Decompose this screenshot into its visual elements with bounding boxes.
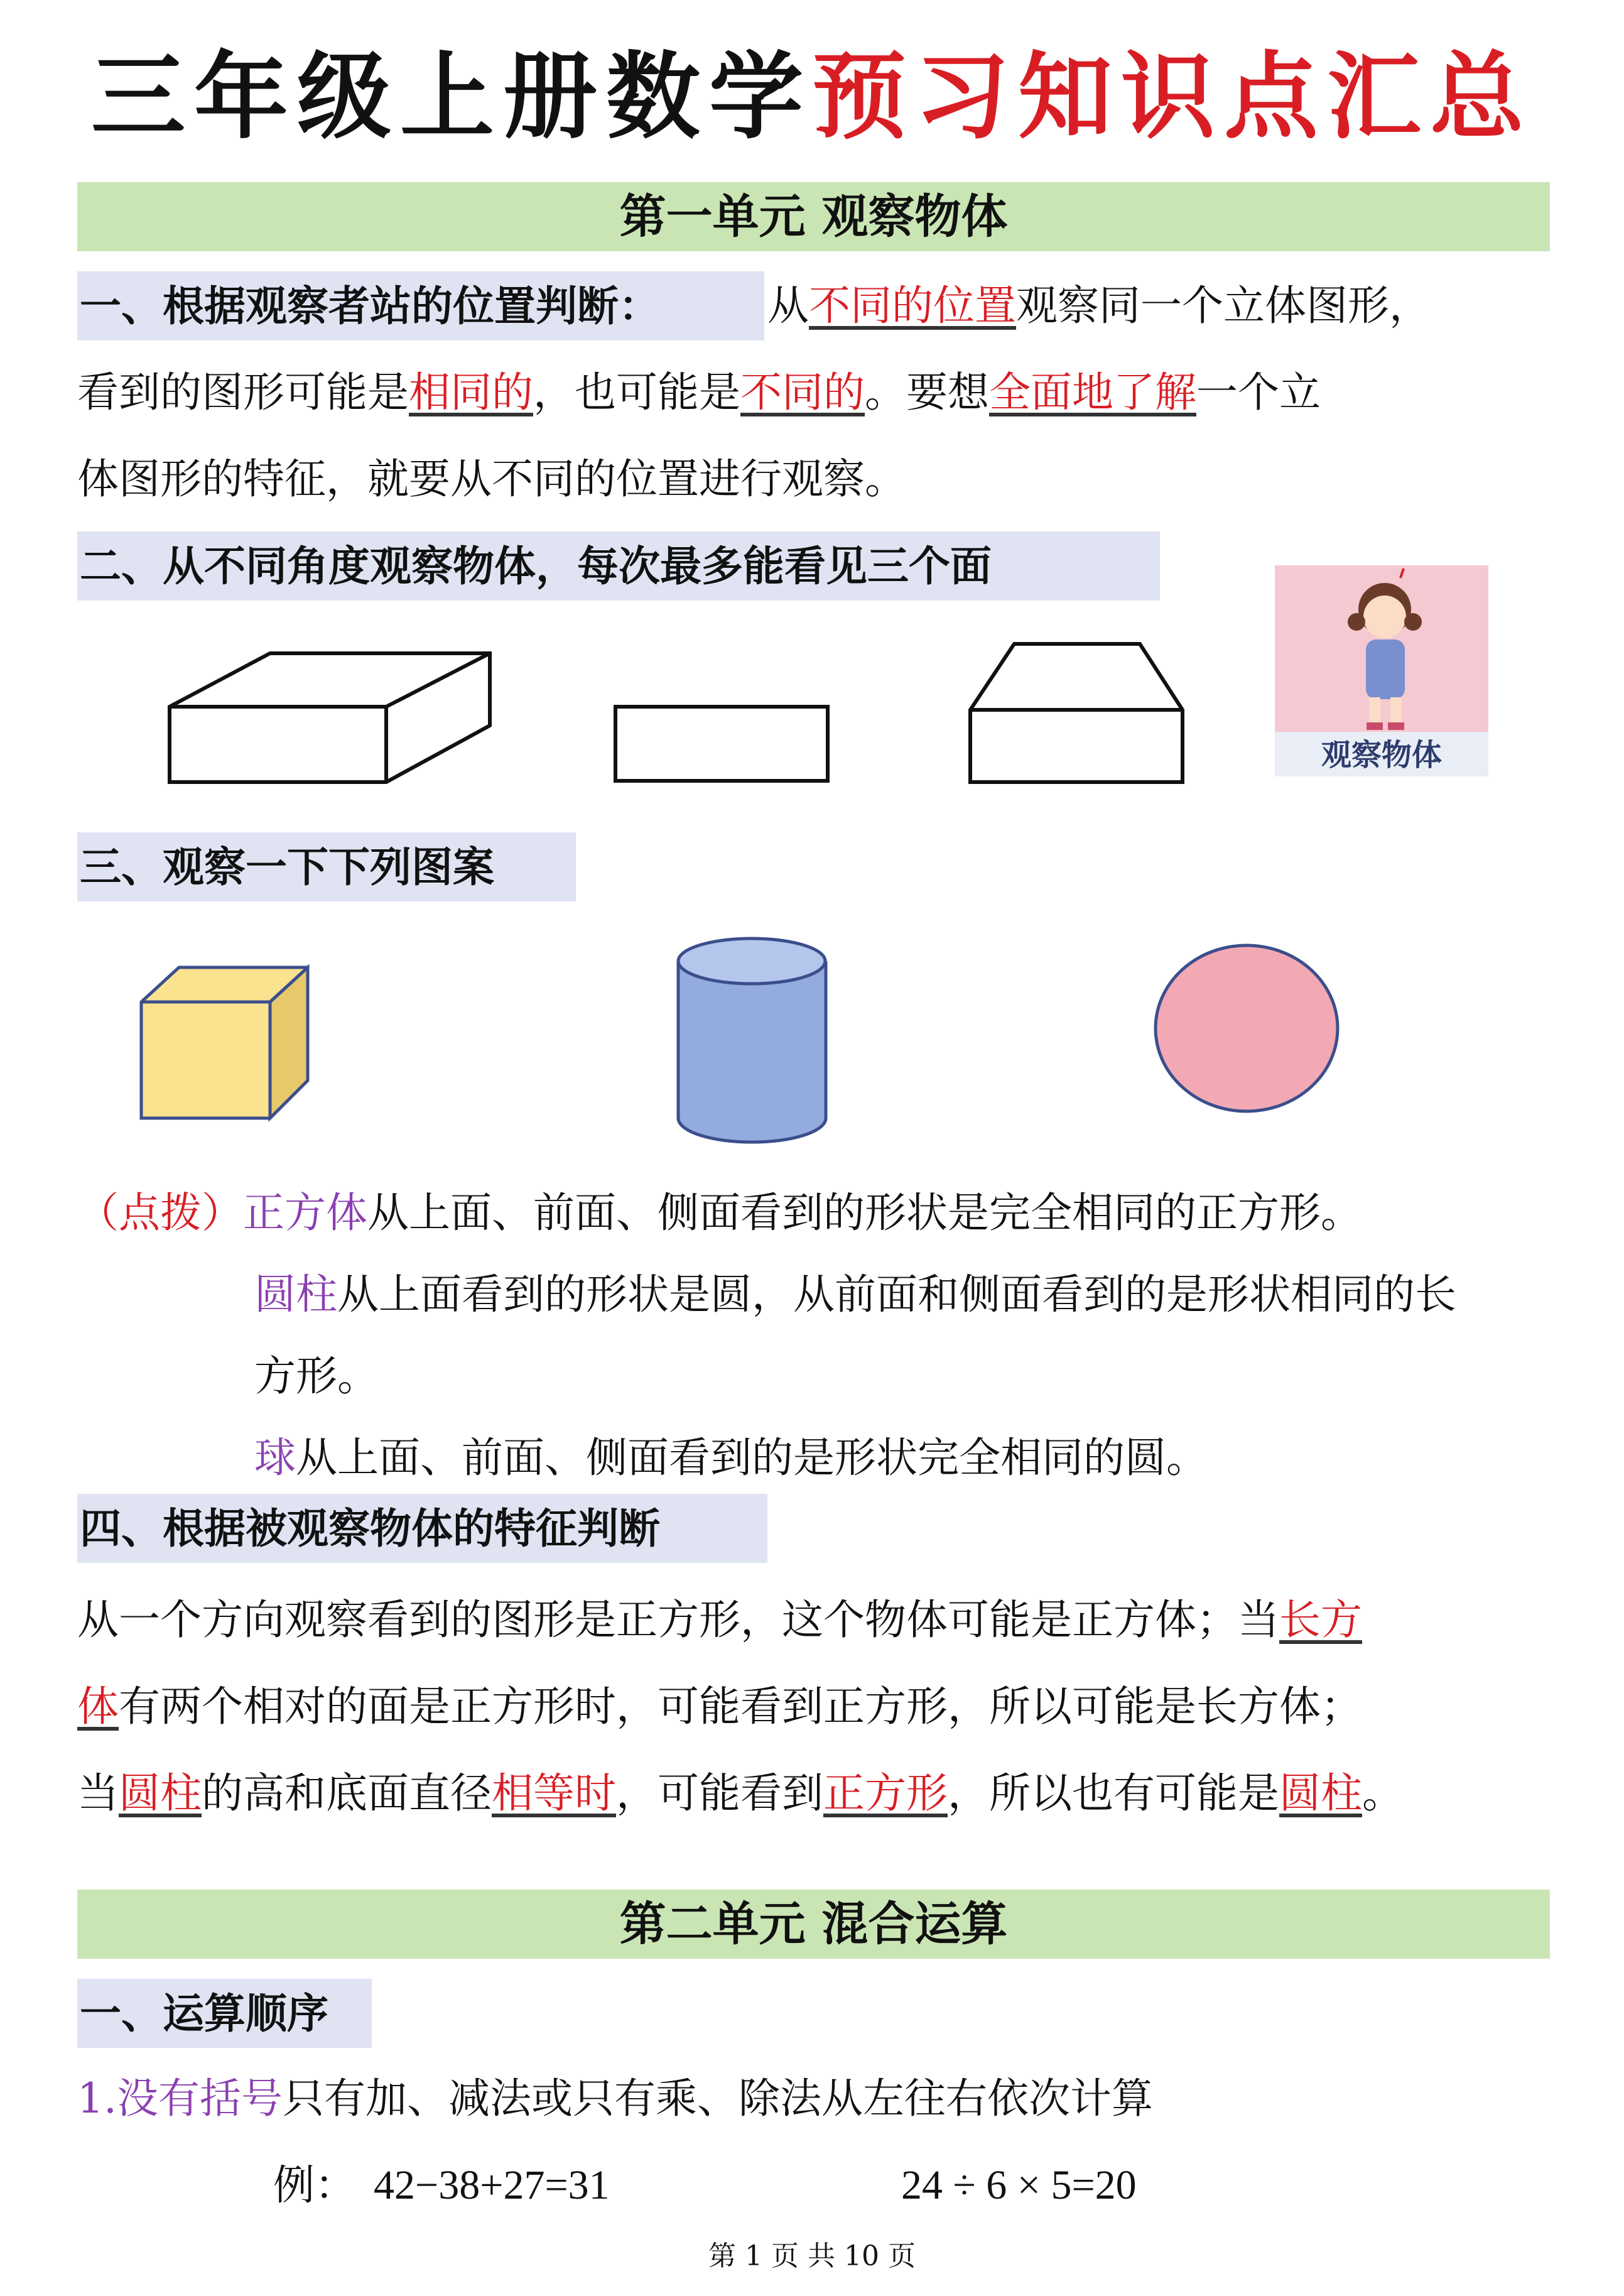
highlight: 球 [254,1434,296,1482]
unit1-s1-line1 [767,263,1431,349]
cube-figure [138,964,311,1121]
highlight: 长方 [1279,1596,1362,1644]
tip-sphere [254,1415,1208,1501]
text: 有两个相对的面是正方形时，可能看到正方形，所以可能是长方体； [119,1682,1362,1731]
unit1-s4-label: 四、根据被观察物体的特征判断 [77,1494,767,1563]
highlight: 全面地了解 [989,368,1196,416]
tip-cube [77,1170,1362,1256]
text: 从 [767,281,809,330]
cuboid-diagram [163,647,502,785]
text: 从一个方向观察看到的图形是正方形，这个物体可能是正方体；当 [77,1596,1279,1644]
unit1-s1-line3: 体图形的特征，就要从不同的位置进行观察。 [77,455,906,503]
highlight: 体 [77,1682,119,1731]
unit1-s4-line3 [77,1750,1404,1837]
text: 看到的图形可能是 [77,368,409,416]
highlight: 圆柱 [119,1769,202,1817]
highlight: 圆柱 [254,1270,337,1319]
unit2-heading: 第二单元 混合运算 [77,1890,1550,1959]
highlight: 正方体 [243,1189,367,1237]
text: 。 [1362,1769,1404,1817]
page-title [0,38,1624,157]
rectangle-view-diagram [612,704,832,785]
illustration-caption: 观察物体 [1321,737,1443,773]
unit2-example-2: 24 ÷ 6 × 5=20 [901,2162,1137,2208]
page-footer: 第 1 页 共 10 页 [708,2240,916,2272]
tip-cylinder-cont: 方形。 [254,1352,379,1400]
text: 从上面、前面、侧面看到的形状是完全相同的正方形。 [367,1189,1362,1237]
text: ，可能看到 [616,1769,823,1817]
girl-observing-illustration [1275,565,1488,776]
sphere-figure [1152,942,1341,1115]
text: 只有加、减法或只有乘、除法从左往右依次计算 [282,2074,1153,2123]
unit1-s4-line2 [77,1663,1362,1750]
unit1-heading: 第一单元 观察物体 [77,182,1550,251]
unit1-s1-label: 一、根据观察者站的位置判断： [77,271,764,340]
unit2-s1-label: 一、运算顺序 [77,1979,372,2048]
unit1-s4-line1 [77,1577,1362,1663]
highlight: 圆柱 [1279,1769,1362,1817]
tip-prefix: （点拨） [77,1189,243,1237]
text: 观察同一个立体图形， [1016,281,1431,330]
text: 从上面看到的形状是圆，从前面和侧面看到的是形状相同的长 [337,1270,1456,1319]
title-part-2: 预习知识点汇总 [812,43,1534,152]
unit1-s1-line2 [77,349,1321,436]
text: ，也可能是 [533,368,740,416]
trapezoid-view-diagram [967,641,1187,786]
text: 当 [77,1769,119,1817]
unit1-s3-label: 三、观察一下下列图案 [77,832,576,901]
text: 的高和底面直径 [202,1769,492,1817]
highlight: 1.没有括号 [77,2074,283,2123]
tip-cylinder [254,1251,1456,1338]
highlight: 相等时 [492,1769,616,1817]
highlight: 不同的位置 [809,281,1016,330]
highlight: 相同的 [409,368,533,416]
unit2-rule1 [77,2055,1153,2142]
text: 。要想 [865,368,989,416]
unit2-example-label: 例： [273,2161,356,2209]
title-part-1: 三年级上册数学 [90,43,812,152]
highlight: 正方形 [823,1769,948,1817]
unit1-s2-label: 二、从不同角度观察物体，每次最多能看见三个面 [77,531,1160,601]
text: 一个立 [1196,368,1321,416]
cylinder-figure [675,936,829,1143]
text: 从上面、前面、侧面看到的是形状完全相同的圆。 [296,1434,1208,1482]
highlight: 不同的 [740,368,865,416]
unit2-example-1: 42−38+27=31 [374,2162,610,2208]
text: ，所以也有可能是 [948,1769,1279,1817]
